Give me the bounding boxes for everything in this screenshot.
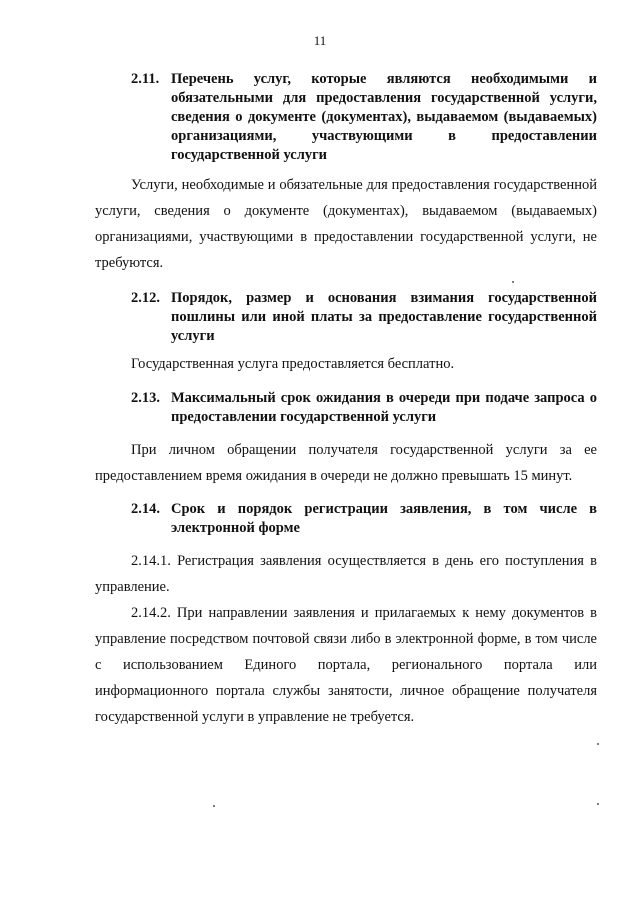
section-title: Порядок, размер и основания взимания государственной пошлины или иной платы за предоставление государственной услуги	[171, 290, 597, 344]
scan-speck	[512, 281, 514, 283]
scan-speck	[597, 803, 599, 805]
section-2-12-heading	[131, 289, 597, 346]
section-2-14-paragraph-2: 2.14.2. При направлении заявления и прилагаемых к нему документов в управление посредством почтовой связи либо в электронной форме, в том числе с использованием Единого портала, регионального портала или информационного портала службы занятости, личное обращение получателя государственной услуги в управление не требуется.	[95, 605, 597, 725]
page-number: 11	[313, 33, 327, 48]
scan-speck	[213, 805, 215, 807]
section-title: Срок и порядок регистрации заявления, в том числе в электронной форме	[171, 501, 597, 536]
section-title: Перечень услуг, которые являются необходимыми и обязательными для предоставления государственной услуги, сведения о документе (документах), выдаваемом (выдаваемых) организациями, участвующими в предоставлении государственной услуги	[171, 71, 597, 163]
scan-speck	[597, 743, 599, 745]
section-number: 2.11.	[131, 71, 160, 87]
section-2-14-paragraph-1: 2.14.1. Регистрация заявления осуществляется в день его поступления в управление.	[95, 553, 597, 595]
section-2-12-paragraph: Государственная услуга предоставляется бесплатно.	[131, 356, 455, 372]
section-title: Максимальный срок ожидания в очереди при подаче запроса о предоставлении государственной услуги	[171, 390, 597, 425]
section-2-11-heading	[131, 70, 597, 165]
section-2-11-paragraph: Услуги, необходимые и обязательные для предоставления государственной услуги, сведения о документе (документах), выдаваемом (выдаваемых) организациями, участвующими в предоставлении государственной услуги, не требуются.	[95, 177, 597, 271]
section-number: 2.12.	[131, 290, 160, 306]
section-number: 2.13.	[131, 390, 160, 406]
section-2-14-heading	[131, 500, 597, 538]
section-2-13-heading	[131, 389, 597, 427]
section-2-13-paragraph: При личном обращении получателя государственной услуги за ее предоставлением время ожидания в очереди не должно превышать 15 минут.	[95, 442, 597, 484]
section-number: 2.14.	[131, 501, 160, 517]
